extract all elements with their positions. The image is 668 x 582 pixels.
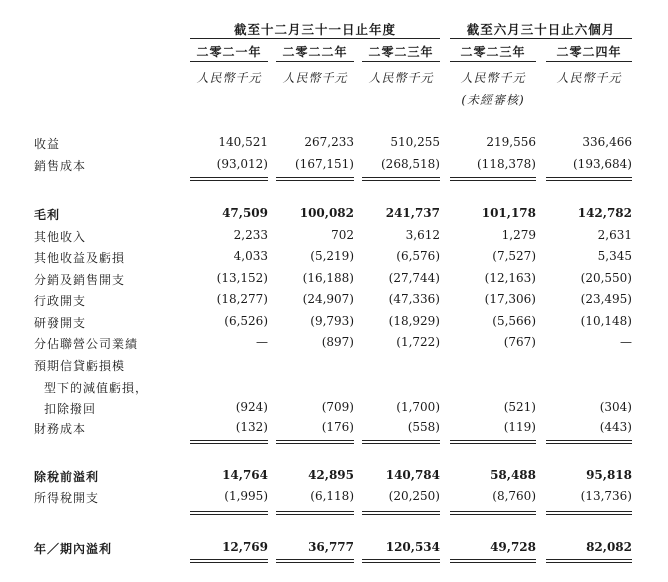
row-value: (8,760)	[492, 489, 536, 503]
row-value: (13,736)	[580, 489, 632, 503]
row-value: 219,556	[486, 135, 536, 149]
subtotal-rule	[362, 177, 440, 178]
total-rule	[190, 559, 268, 560]
unit-label-1: 人民幣千元	[196, 71, 262, 85]
total-rule	[362, 559, 440, 560]
subtotal-rule	[450, 180, 536, 181]
row-value: 100,082	[299, 206, 354, 220]
subtotal-rule	[546, 511, 632, 512]
subtotal-rule	[190, 440, 268, 441]
subtotal-rule	[190, 511, 268, 512]
row-value: (176)	[321, 420, 354, 434]
unaudited-note: (未經審核)	[461, 93, 525, 107]
row-label: 其他收益及虧損	[34, 251, 126, 265]
subtotal-rule	[546, 443, 632, 444]
subtotal-rule	[450, 177, 536, 178]
total-rule	[276, 559, 354, 560]
subtotal-rule	[190, 180, 268, 181]
row-value: (12,163)	[484, 271, 536, 285]
row-value: (47,336)	[388, 292, 440, 306]
row-value: (1,700)	[396, 400, 440, 414]
row-label: 分銷及銷售開支	[34, 273, 126, 287]
row-label: 除稅前溢利	[34, 470, 100, 484]
row-value: 140,521	[218, 135, 268, 149]
row-value: 140,784	[385, 468, 440, 482]
subtotal-rule	[362, 514, 440, 515]
row-value: (23,495)	[580, 292, 632, 306]
row-value: (16,188)	[302, 271, 354, 285]
row-label: 其他收入	[34, 230, 87, 244]
subtotal-rule	[276, 177, 354, 178]
subtotal-rule	[276, 511, 354, 512]
subtotal-rule	[190, 443, 268, 444]
row-value: 3,612	[405, 228, 440, 242]
subtotal-rule	[546, 180, 632, 181]
row-label: 所得稅開支	[34, 491, 100, 505]
subtotal-rule	[362, 180, 440, 181]
row-value: (6,118)	[310, 489, 354, 503]
total-rule	[546, 562, 632, 563]
year-header-1: 二零二一年	[196, 45, 262, 59]
row-value: (193,684)	[573, 157, 632, 171]
row-value: 267,233	[304, 135, 354, 149]
row-value: —	[256, 335, 268, 349]
row-value: 510,255	[390, 135, 440, 149]
total-rule	[450, 559, 536, 560]
row-value: 2,233	[233, 228, 268, 242]
row-value: (521)	[503, 400, 536, 414]
total-rule	[190, 562, 268, 563]
row-value: 95,818	[586, 468, 632, 482]
row-label: 毛利	[34, 208, 61, 222]
subtotal-rule	[450, 514, 536, 515]
row-value: 42,895	[308, 468, 354, 482]
year-header-3: 二零二三年	[368, 45, 434, 59]
row-label: 財務成本	[34, 422, 87, 436]
row-value: (18,929)	[388, 314, 440, 328]
subtotal-rule	[190, 177, 268, 178]
row-value: (119)	[503, 420, 536, 434]
subtotal-rule	[450, 440, 536, 441]
row-value: 702	[331, 228, 354, 242]
row-value: (18,277)	[216, 292, 268, 306]
row-value: (6,576)	[396, 249, 440, 263]
row-value: 1,279	[501, 228, 536, 242]
year-rule-2	[276, 61, 354, 62]
row-value: 14,764	[222, 468, 268, 482]
unit-label-4: 人民幣千元	[460, 71, 526, 85]
row-value: 5,345	[597, 249, 632, 263]
unit-label-5: 人民幣千元	[556, 71, 622, 85]
row-value: 49,728	[490, 540, 536, 554]
row-value: (1,995)	[224, 489, 268, 503]
row-label: 研發開支	[34, 316, 87, 330]
row-value: 47,509	[222, 206, 268, 220]
year-header-4: 二零二三年	[460, 45, 526, 59]
row-value: 12,769	[222, 540, 268, 554]
row-value: (17,306)	[484, 292, 536, 306]
row-label: 扣除撥回	[44, 402, 97, 416]
total-rule	[276, 562, 354, 563]
row-value: 142,782	[577, 206, 632, 220]
row-value: (558)	[407, 420, 440, 434]
row-value: (5,219)	[310, 249, 354, 263]
row-value: (709)	[321, 400, 354, 414]
row-value: (20,550)	[580, 271, 632, 285]
subtotal-rule	[276, 514, 354, 515]
header-group-interim-rule	[450, 38, 632, 39]
row-label: 銷售成本	[34, 159, 87, 173]
row-value: (304)	[599, 400, 632, 414]
total-rule	[450, 562, 536, 563]
row-value: (20,250)	[388, 489, 440, 503]
year-rule-1	[190, 61, 268, 62]
row-value: (897)	[321, 335, 354, 349]
row-value: 336,466	[582, 135, 632, 149]
row-value: (24,907)	[302, 292, 354, 306]
row-value: —	[620, 335, 632, 349]
unit-label-3: 人民幣千元	[368, 71, 434, 85]
year-header-5: 二零二四年	[556, 45, 622, 59]
row-value: (924)	[235, 400, 268, 414]
row-value: 241,737	[385, 206, 440, 220]
row-value: (6,526)	[224, 314, 268, 328]
total-rule	[362, 562, 440, 563]
row-value: (1,722)	[396, 335, 440, 349]
row-value: (9,793)	[310, 314, 354, 328]
row-value: 2,631	[597, 228, 632, 242]
year-rule-3	[362, 61, 440, 62]
header-group-interim: 截至六月三十日止六個月	[466, 22, 616, 37]
year-rule-5	[546, 61, 632, 62]
row-value: (767)	[503, 335, 536, 349]
row-value: 4,033	[233, 249, 268, 263]
subtotal-rule	[276, 443, 354, 444]
row-value: 82,082	[586, 540, 632, 554]
row-label: 年／期內溢利	[34, 542, 113, 556]
subtotal-rule	[546, 177, 632, 178]
header-group-annual-rule	[190, 38, 440, 39]
total-rule	[546, 559, 632, 560]
row-value: (5,566)	[492, 314, 536, 328]
row-value: (7,527)	[492, 249, 536, 263]
year-rule-4	[450, 61, 536, 62]
subtotal-rule	[546, 440, 632, 441]
row-label: 行政開支	[34, 294, 87, 308]
row-value: 58,488	[490, 468, 536, 482]
subtotal-rule	[362, 440, 440, 441]
subtotal-rule	[190, 514, 268, 515]
row-value: (132)	[235, 420, 268, 434]
row-label: 分佔聯營公司業績	[34, 337, 139, 351]
row-value: 101,178	[481, 206, 536, 220]
subtotal-rule	[546, 514, 632, 515]
unit-label-2: 人民幣千元	[282, 71, 348, 85]
subtotal-rule	[276, 440, 354, 441]
row-value: (93,012)	[216, 157, 268, 171]
row-label: 型下的減值虧損，	[44, 380, 149, 395]
row-value: 36,777	[308, 540, 354, 554]
subtotal-rule	[362, 443, 440, 444]
row-label: 收益	[34, 137, 61, 151]
row-label: 預期信貸虧損模	[34, 359, 126, 373]
row-value: (118,378)	[477, 157, 536, 171]
subtotal-rule	[276, 180, 354, 181]
row-value: (10,148)	[580, 314, 632, 328]
subtotal-rule	[450, 511, 536, 512]
subtotal-rule	[450, 443, 536, 444]
row-value: (13,152)	[216, 271, 268, 285]
row-value: (167,151)	[295, 157, 354, 171]
row-value: (443)	[599, 420, 632, 434]
subtotal-rule	[362, 511, 440, 512]
header-group-annual: 截至十二月三十一日止年度	[233, 22, 396, 37]
row-value: 120,534	[385, 540, 440, 554]
year-header-2: 二零二二年	[282, 45, 348, 59]
row-value: (268,518)	[381, 157, 440, 171]
row-value: (27,744)	[388, 271, 440, 285]
